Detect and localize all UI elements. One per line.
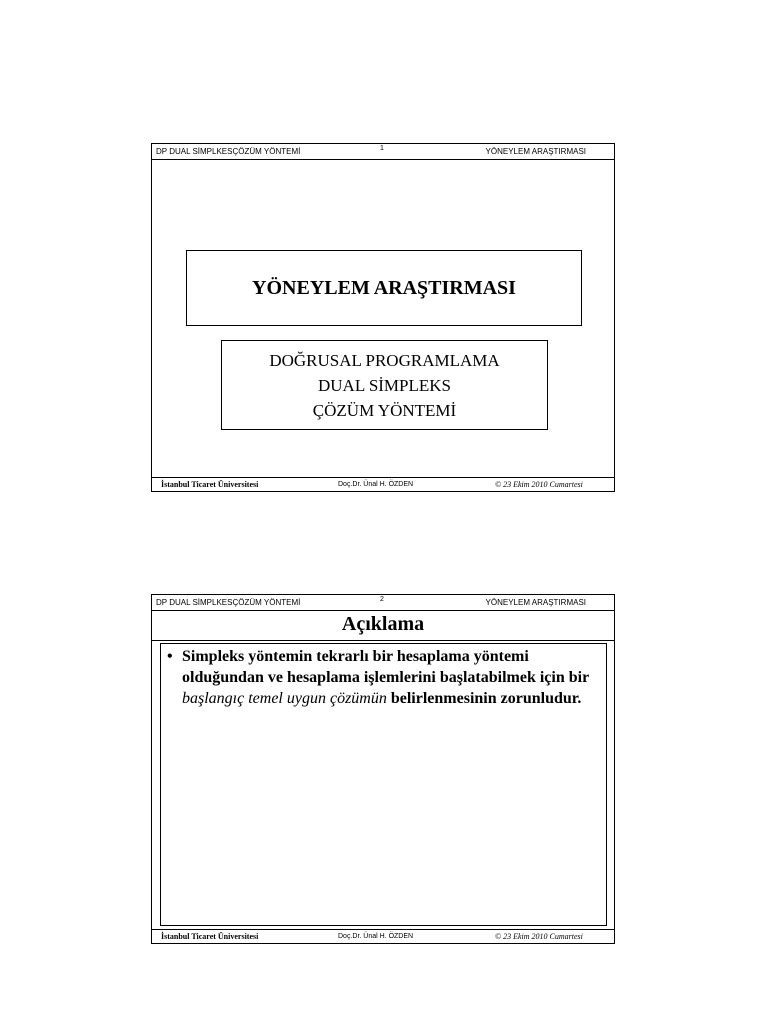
slide-footer [152,477,614,491]
text-after: belirlenmesinin zorunludur. [386,690,582,707]
page-number: 1 [380,145,384,152]
slide-header [152,144,614,160]
footer-date: © 23 Ekim 2010 Cumartesi [495,480,583,489]
header-course-title: DP DUAL SİMPLKESÇÖZÜM YÖNTEMİ [156,147,301,156]
slide-header [152,595,614,611]
header-course-title: DP DUAL SİMPLKESÇÖZÜM YÖNTEMİ [156,598,301,607]
slide-title [152,610,614,641]
page-number: 2 [380,596,384,603]
footer-author: Doç.Dr. Ünal H. ÖZDEN [338,481,414,488]
italic-term: başlangıç temel uygun çözümün [182,690,387,707]
slide-subtitle-box [221,340,548,430]
subtitle-line: ÇÖZÜM YÖNTEMİ [312,400,457,420]
footer-date: © 23 Ekim 2010 Cumartesi [495,932,583,941]
subtitle-line: DOĞRUSAL PROGRAMLAMA [269,350,500,370]
footer-university: İstanbul Ticaret Üniversitesi [161,932,259,941]
slide-title [186,250,582,326]
text-before: Simpleks yöntemin tekrarlı bir hesaplama yöntemi olduğundan ve hesaplama işlemlerini başlatabilmek için bir [182,648,589,686]
slide-1 [151,143,615,492]
footer-author: Doç.Dr. Ünal H. ÖZDEN [338,933,414,940]
footer-university: İstanbul Ticaret Üniversitesi [161,480,259,489]
slide-footer [152,929,614,943]
slide-title-text: YÖNEYLEM ARAŞTIRMASI [252,276,516,299]
slide-2 [151,594,615,944]
bullet-icon: • [167,648,173,665]
bullet-text [182,646,602,709]
subtitle-line: DUAL SİMPLEKS [317,375,452,395]
header-subject: YÖNEYLEM ARAŞTIRMASI [485,598,586,607]
slide-title-text: Açıklama [341,613,425,635]
header-subject: YÖNEYLEM ARAŞTIRMASI [485,147,586,156]
content-box [160,643,607,926]
